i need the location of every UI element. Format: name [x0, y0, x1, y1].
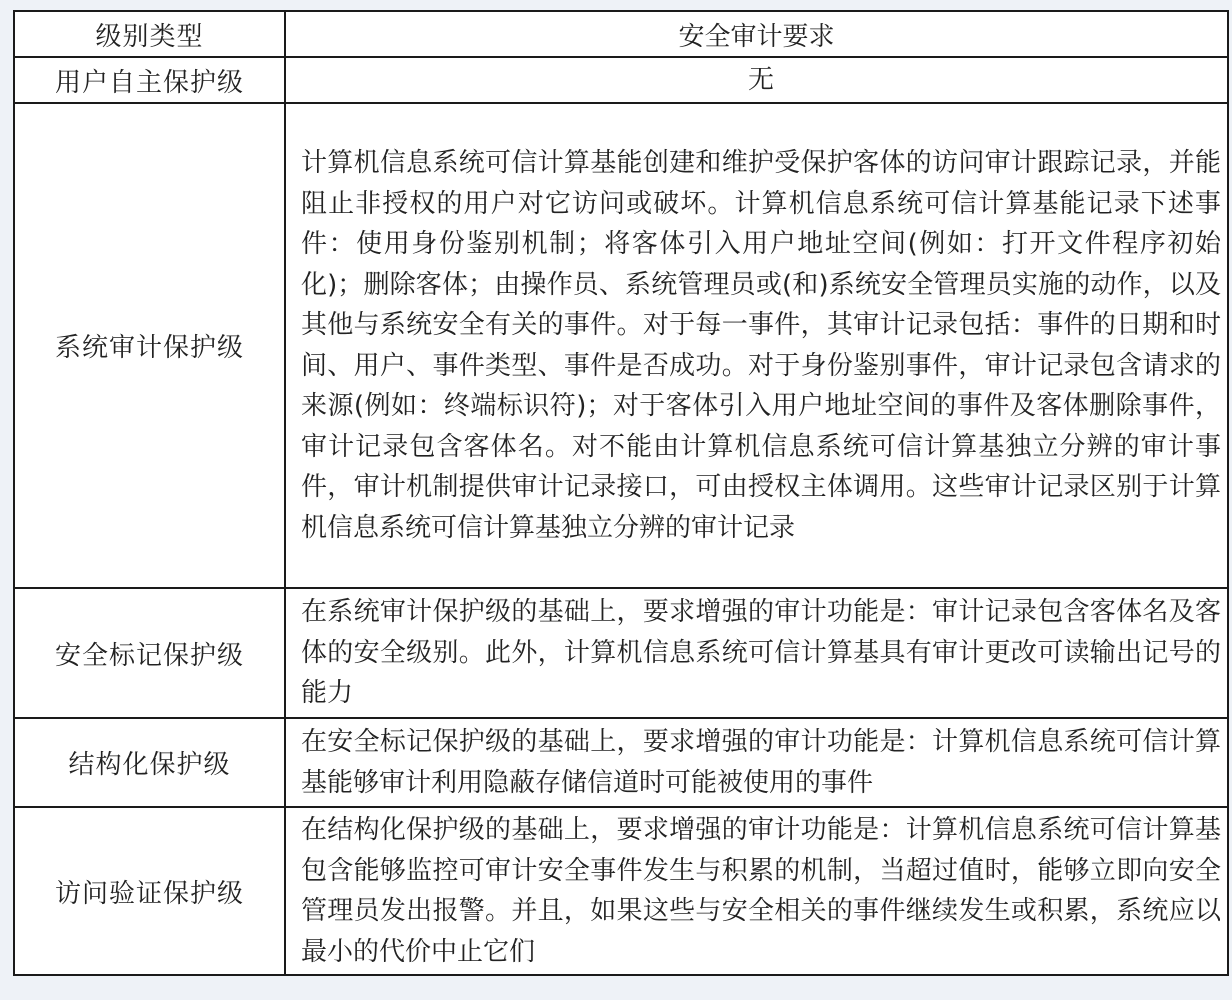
level-cell: 系统审计保护级 [14, 103, 285, 588]
table-row [14, 57, 1228, 103]
requirement-cell: 无 [285, 57, 1228, 103]
table-row [14, 588, 1228, 718]
table-row [14, 807, 1228, 975]
security-audit-table [13, 10, 1229, 976]
level-cell: 安全标记保护级 [14, 588, 285, 718]
table-header-row [14, 11, 1228, 57]
requirement-cell: 在结构化保护级的基础上，要求增强的审计功能是：计算机信息系统可信计算基包含能够监控可审计安全事件发生与积累的机制，当超过值时，能够立即向安全管理员发出报警。并且，如果这些与安全相关的事件继续发生或积累，系统应以最小的代价中止它们 [285, 807, 1228, 975]
level-cell: 结构化保护级 [14, 718, 285, 807]
header-level-type: 级别类型 [14, 11, 285, 57]
requirement-cell: 计算机信息系统可信计算基能创建和维护受保护客体的访问审计跟踪记录，并能阻止非授权的用户对它访问或破坏。计算机信息系统可信计算基能记录下述事件：使用身份鉴别机制；将客体引入用户地址空间(例如：打开文件程序初始化)；删除客体；由操作员、系统管理员或(和)系统安全管理员实施的动作，以及其他与系统安全有关的事件。对于每一事件，其审计记录包括：事件的日期和时间、用户、事件类型、事件是否成功。对于身份鉴别事件，审计记录包含请求的来源(例如：终端标识符)；对于客体引入用户地址空间的事件及客体删除事件，审计记录包含客体名。对不能由计算机信息系统可信计算基独立分辨的审计事件，审计机制提供审计记录接口，可由授权主体调用。这些审计记录区别于计算机信息系统可信计算基独立分辨的审计记录 [285, 103, 1228, 588]
requirement-cell: 在系统审计保护级的基础上，要求增强的审计功能是：审计记录包含客体名及客体的安全级别。此外，计算机信息系统可信计算基具有审计更改可读输出记号的能力 [285, 588, 1228, 718]
requirement-cell: 在安全标记保护级的基础上，要求增强的审计功能是：计算机信息系统可信计算基能够审计利用隐蔽存储信道时可能被使用的事件 [285, 718, 1228, 807]
table-row [14, 103, 1228, 588]
level-cell: 用户自主保护级 [14, 57, 285, 103]
table-row [14, 718, 1228, 807]
level-cell: 访问验证保护级 [14, 807, 285, 975]
header-audit-requirement: 安全审计要求 [285, 11, 1228, 57]
